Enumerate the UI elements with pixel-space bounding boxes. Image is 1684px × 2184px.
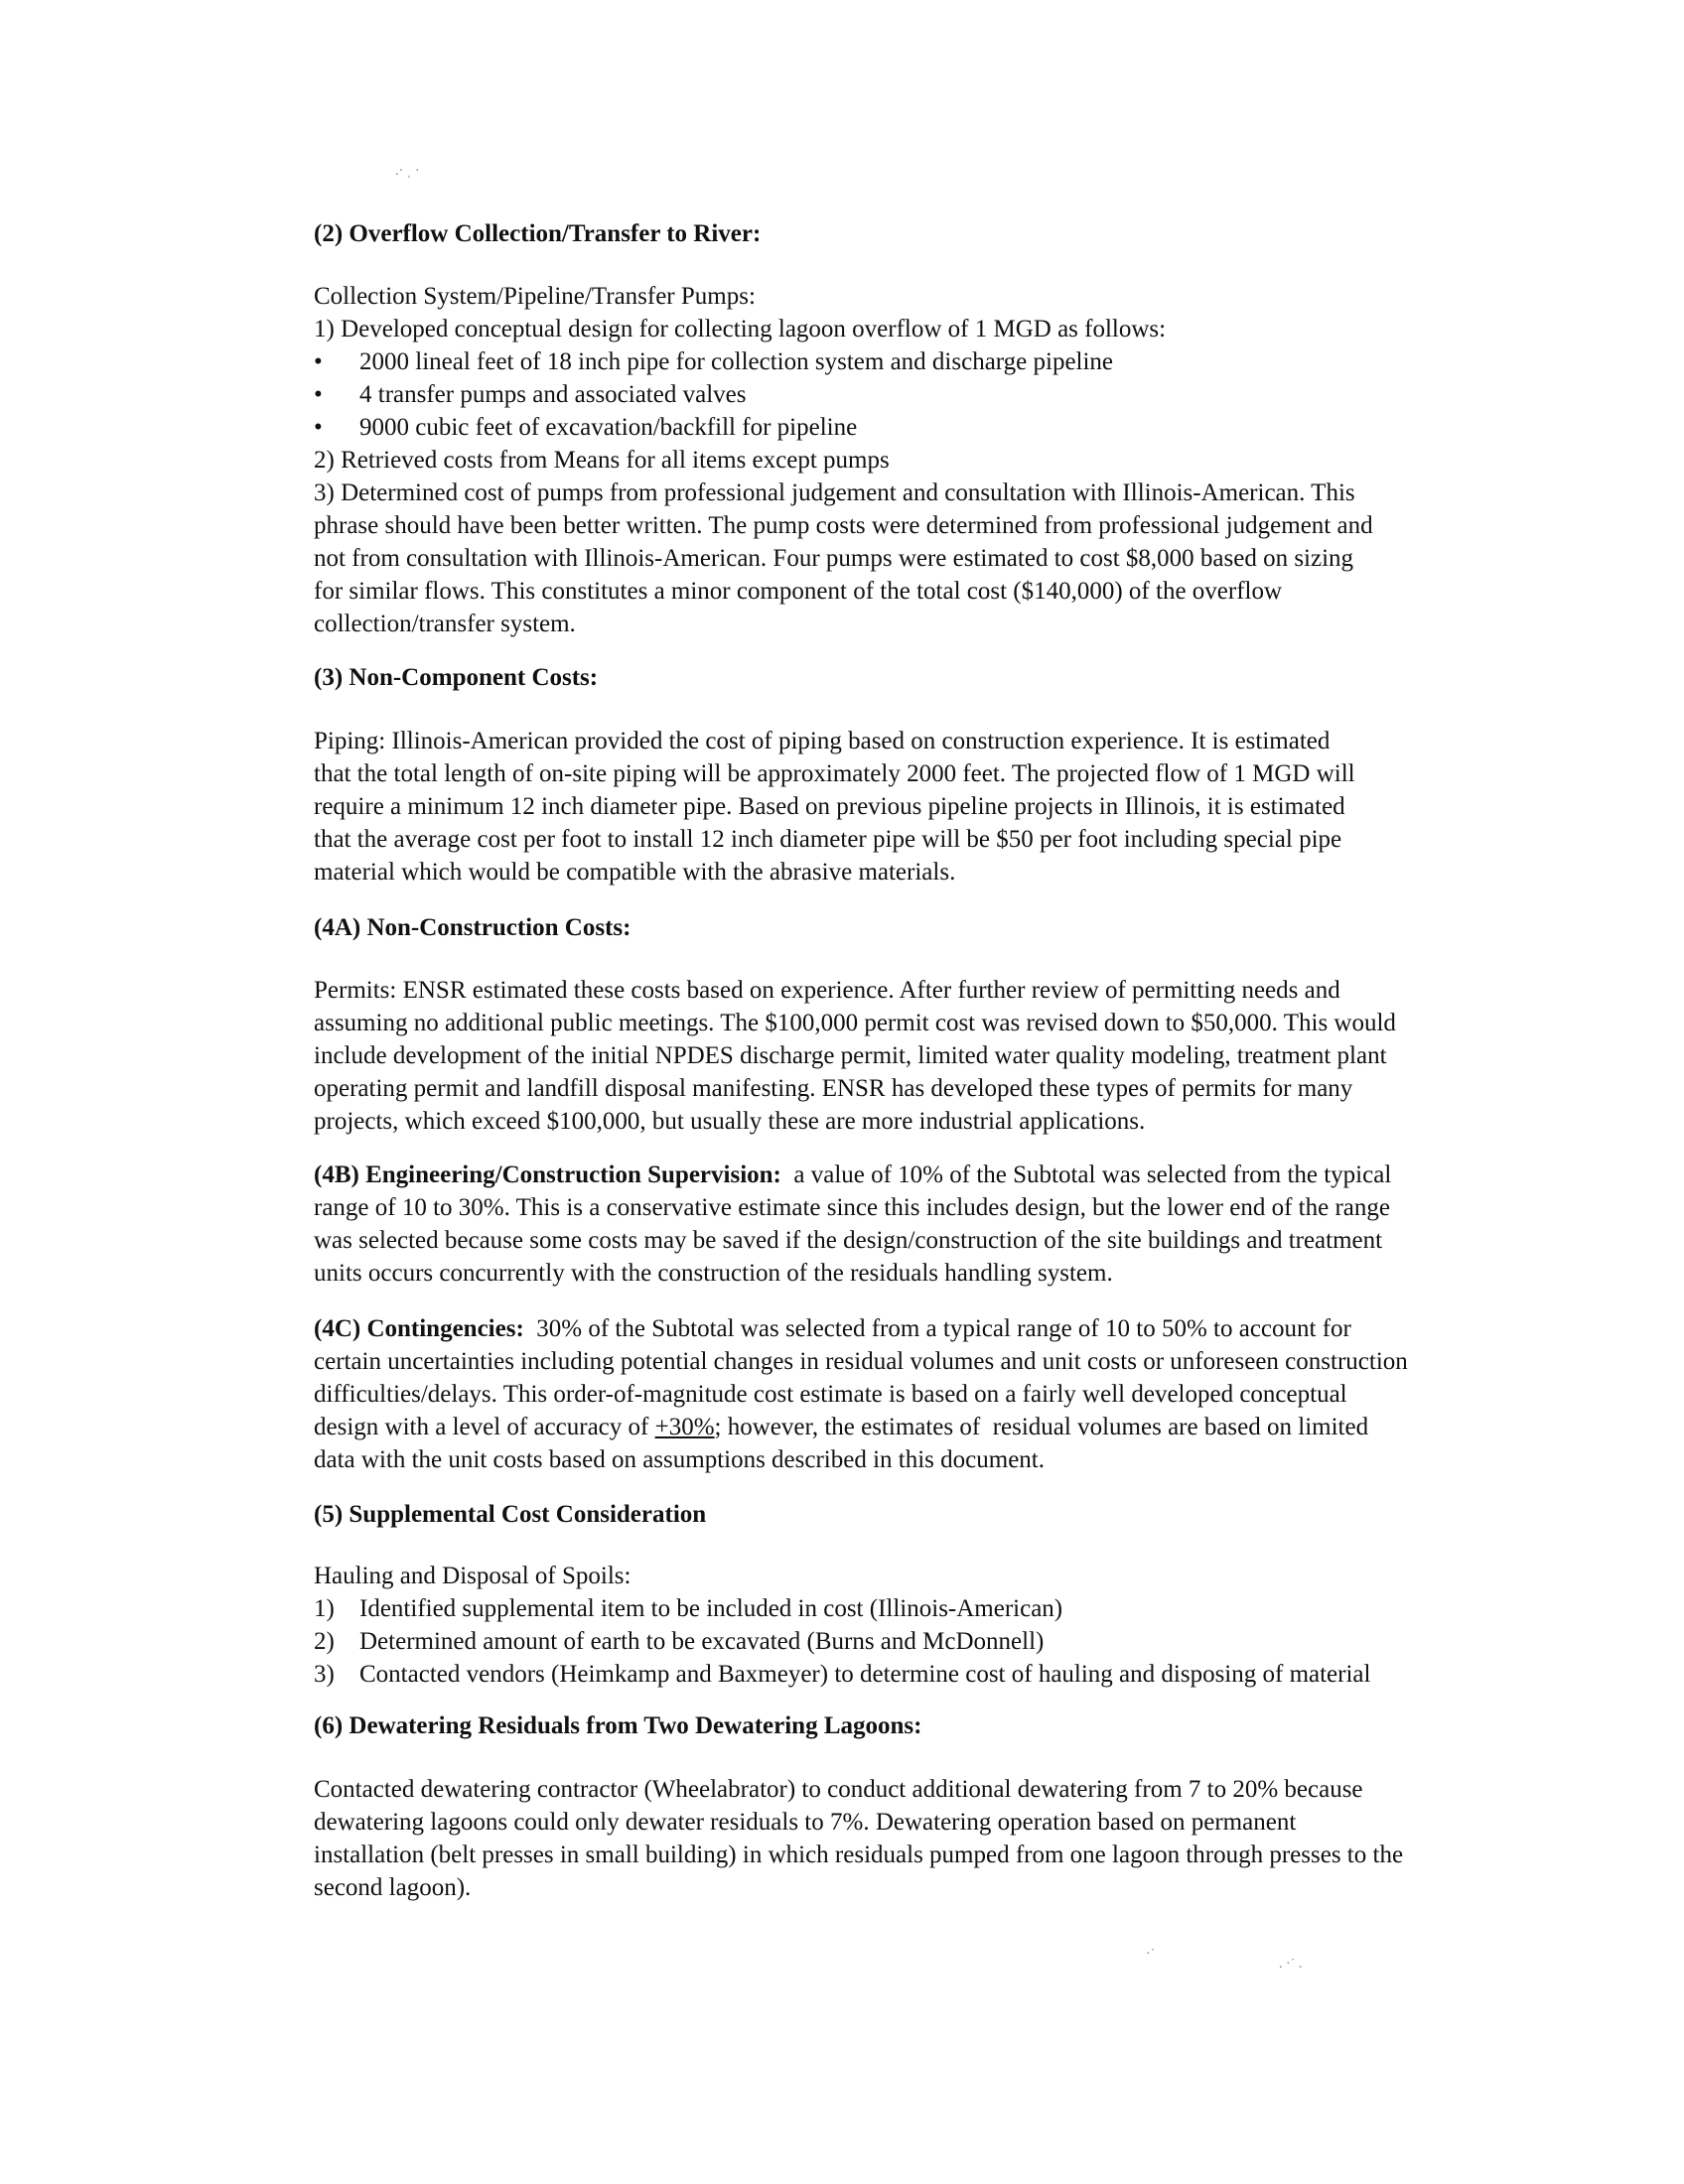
section-heading: (4B) Engineering/Construction Supervision: — [314, 1161, 781, 1188]
paragraph-line: units occurs concurrently with the construction of the residuals handling system. — [314, 1260, 1113, 1287]
paragraph-line: require a minimum 12 inch diameter pipe. Based on previous pipeline projects in Illinois, it is estimated — [314, 793, 1345, 820]
paragraph-line: 3) Determined cost of pumps from professional judgement and consultation with Illinois-American. This — [314, 479, 1355, 506]
paragraph-text: design with a level of accuracy of — [314, 1414, 655, 1440]
numbered-item — [314, 1658, 1505, 1691]
section-non-construction-costs — [314, 911, 1505, 944]
item-text: Determined amount of earth to be excavated (Burns and McDonnell) — [359, 1628, 1045, 1655]
paragraph-line: second lagoon). — [314, 1874, 472, 1901]
item-number: 1) — [314, 1595, 335, 1622]
paragraph-line: include development of the initial NPDES discharge permit, limited water quality modeling, treatment plant — [314, 1042, 1387, 1069]
section-heading: (4C) Contingencies: — [314, 1315, 524, 1342]
paragraph-line: data with the unit costs based on assumptions described in this document. — [314, 1446, 1045, 1473]
section-heading: (6) Dewatering Residuals from Two Dewatering Lagoons: — [314, 1712, 922, 1739]
step-text: 1) Developed conceptual design for collecting lagoon overflow of 1 MGD as follows: — [314, 316, 1167, 342]
paragraph-line: certain uncertainties including potential changes in residual volumes and unit costs or unforeseen construction — [314, 1348, 1408, 1375]
dewatering-paragraph — [314, 1773, 1505, 1904]
section-dewatering-residuals — [314, 1709, 1505, 1742]
section-supplemental-cost — [314, 1498, 1505, 1531]
paragraph-line: collection/transfer system. — [314, 611, 576, 637]
paragraph-line: Contacted dewatering contractor (Wheelabrator) to conduct additional dewatering from 7 to 20% because — [314, 1776, 1363, 1803]
section-heading: (5) Supplemental Cost Consideration — [314, 1501, 707, 1528]
bullet-text: 2000 lineal feet of 18 inch pipe for collection system and discharge pipeline — [359, 348, 1114, 375]
permits-paragraph — [314, 974, 1505, 1138]
bullet-text: 4 transfer pumps and associated valves — [359, 381, 747, 408]
numbered-item — [314, 1592, 1505, 1625]
bullet-item — [314, 411, 1505, 444]
bullet-icon: • — [314, 381, 323, 408]
paragraph-line: assuming no additional public meetings. The $100,000 permit cost was revised down to $50,000. This would — [314, 1010, 1396, 1036]
bullet-item — [314, 378, 1505, 411]
paragraph-line: material which would be compatible with the abrasive materials. — [314, 859, 956, 886]
bullet-item — [314, 345, 1505, 378]
contingencies-paragraph — [314, 1312, 1505, 1476]
paragraph-line: projects, which exceed $100,000, but usually these are more industrial applications. — [314, 1108, 1146, 1135]
item-number: 3) — [314, 1661, 335, 1688]
engineering-supervision-paragraph — [314, 1159, 1505, 1290]
paragraph-line: not from consultation with Illinois-American. Four pumps were estimated to cost $8,000 based on sizing — [314, 545, 1354, 572]
subheading: Collection System/Pipeline/Transfer Pumps: — [314, 283, 756, 310]
paragraph-line: for similar flows. This constitutes a minor component of the total cost ($140,000) of the overflow — [314, 578, 1283, 605]
paragraph-line: installation (belt presses in small building) in which residuals pumped from one lagoon through presses to the — [314, 1842, 1404, 1868]
step-text: 2) Retrieved costs from Means for all items except pumps — [314, 447, 890, 474]
section-heading: (3) Non-Component Costs: — [314, 664, 599, 691]
paragraph-line: that the total length of on-site piping will be approximately 2000 feet. The projected flow of 1 MGD will — [314, 760, 1355, 787]
paragraph-line: was selected because some costs may be saved if the design/construction of the site buildings and treatment — [314, 1227, 1383, 1254]
piping-paragraph — [314, 725, 1505, 888]
scan-speck: .· ˌ · — [395, 164, 420, 179]
section-overflow-collection — [314, 217, 1505, 250]
paragraph-text: 30% of the Subtotal was selected from a typical range of 10 to 50% to account for — [523, 1315, 1351, 1342]
hauling-disposal-block — [314, 1560, 1505, 1691]
paragraph-text: a value of 10% of the Subtotal was selected from the typical — [780, 1161, 1392, 1188]
item-number: 2) — [314, 1628, 335, 1655]
bullet-icon: • — [314, 348, 323, 375]
paragraph-line: dewatering lagoons could only dewater residuals to 7%. Dewatering operation based on permanent — [314, 1809, 1297, 1836]
paragraph-line: that the average cost per foot to install 12 inch diameter pipe will be $50 per foot including special pipe — [314, 826, 1342, 853]
item-text: Identified supplemental item to be included in cost (Illinois-American) — [359, 1595, 1063, 1622]
paragraph-line: operating permit and landfill disposal manifesting. ENSR has developed these types of permits for many — [314, 1075, 1353, 1102]
bullet-text: 9000 cubic feet of excavation/backfill for pipeline — [359, 414, 858, 441]
section-non-component-costs — [314, 661, 1505, 694]
collection-system-block — [314, 280, 1505, 640]
scan-speck: . ·˙ . — [1279, 1957, 1303, 1972]
section-heading: (2) Overflow Collection/Transfer to River: — [314, 220, 762, 247]
paragraph-line: difficulties/delays. This order-of-magnitude cost estimate is based on a fairly well developed conceptual — [314, 1381, 1347, 1408]
paragraph-line: Permits: ENSR estimated these costs based on experience. After further review of permitting needs and — [314, 977, 1340, 1004]
paragraph-text: ; however, the estimates of residual volumes are based on limited — [714, 1414, 1369, 1440]
scan-speck: ·˙ — [1146, 1947, 1156, 1962]
paragraph-line: range of 10 to 30%. This is a conservative estimate since this includes design, but the lower end of the range — [314, 1194, 1390, 1221]
paragraph-line: phrase should have been better written. The pump costs were determined from professional judgement and — [314, 512, 1373, 539]
paragraph-line: Piping: Illinois-American provided the cost of piping based on construction experience. It is estimated — [314, 728, 1331, 754]
accuracy-value: +30% — [654, 1414, 715, 1440]
section-heading: (4A) Non-Construction Costs: — [314, 914, 632, 941]
bullet-icon: • — [314, 414, 323, 441]
numbered-item — [314, 1625, 1505, 1658]
item-text: Contacted vendors (Heimkamp and Baxmeyer) to determine cost of hauling and disposing of material — [359, 1661, 1371, 1688]
subheading: Hauling and Disposal of Spoils: — [314, 1563, 632, 1589]
